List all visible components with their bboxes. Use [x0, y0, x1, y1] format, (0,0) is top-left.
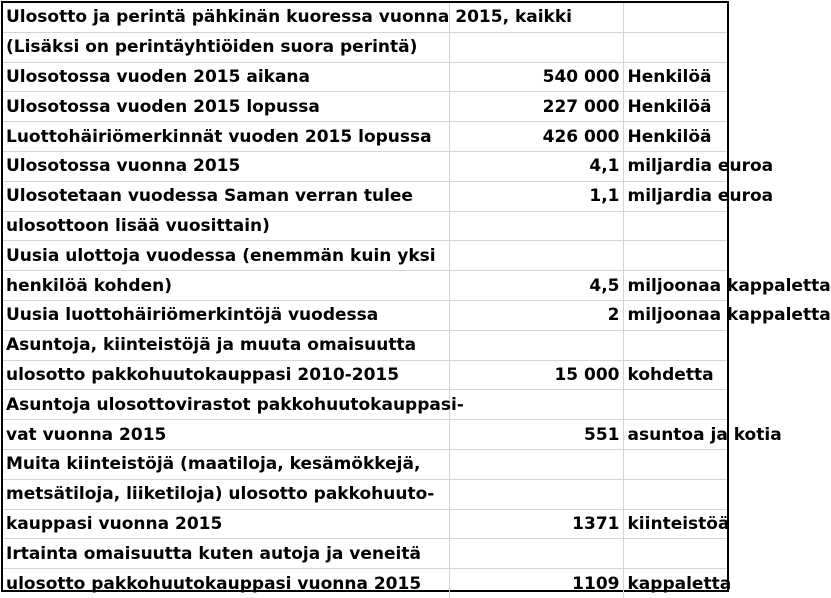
unit-cell[interactable] [623, 479, 727, 509]
table-row [3, 360, 727, 390]
unit-cell[interactable] [623, 181, 774, 211]
unit-cell[interactable] [623, 330, 727, 360]
description-cell[interactable] [3, 62, 449, 92]
unit-cell[interactable] [623, 390, 727, 420]
unit-text: miljardia euroa [627, 186, 774, 207]
description-cell[interactable] [3, 92, 449, 122]
value-cell[interactable] [449, 241, 623, 271]
description-text: Ulosotetaan vuodessa Saman verran tulee [6, 186, 413, 207]
unit-cell[interactable] [623, 539, 727, 569]
value-cell[interactable] [449, 32, 623, 62]
table-row [3, 181, 727, 211]
value-cell[interactable] [449, 479, 623, 509]
description-cell[interactable] [3, 539, 449, 569]
table-row [3, 151, 727, 181]
unit-text: miljoonaa kappaletta [627, 305, 831, 326]
unit-text: kappaletta [627, 573, 732, 594]
description-cell[interactable] [3, 32, 449, 62]
description-text: (Lisäksi on perintäyhtiöiden suora perintä) [6, 37, 418, 58]
unit-cell[interactable] [623, 3, 727, 32]
description-text: Uusia ulottoja vuodessa (enemmän kuin yksi [6, 245, 436, 266]
description-cell[interactable] [3, 211, 449, 241]
table-row [3, 271, 727, 301]
table-row [3, 241, 727, 271]
table-row [3, 92, 727, 122]
unit-text: Henkilöä [627, 96, 712, 117]
value-cell[interactable] [449, 62, 623, 92]
value-cell[interactable] [449, 539, 623, 569]
description-cell[interactable] [3, 271, 449, 301]
table-row [3, 569, 727, 598]
description-text: ulosotto pakkohuutokauppasi vuonna 2015 [6, 573, 422, 594]
value-cell[interactable] [449, 449, 623, 479]
unit-cell[interactable] [623, 62, 727, 92]
value-cell[interactable] [449, 181, 623, 211]
unit-text: miljardia euroa [627, 156, 774, 177]
unit-text: Henkilöä [627, 126, 712, 147]
unit-cell[interactable] [623, 92, 727, 122]
table-row [3, 330, 727, 360]
description-text: Ulosotossa vuoden 2015 aikana [6, 66, 311, 87]
table-row [3, 32, 727, 62]
description-cell[interactable] [3, 241, 449, 271]
table-row [3, 211, 727, 241]
value-cell[interactable] [449, 569, 623, 598]
table-row [3, 62, 727, 92]
description-text: henkilöä kohden) [6, 275, 172, 296]
unit-text: miljoonaa kappaletta [627, 275, 831, 296]
value-text: 15 000 [554, 364, 620, 385]
value-cell[interactable] [449, 211, 623, 241]
description-text: Ulosotossa vuonna 2015 [6, 156, 241, 177]
debt-collection-table [3, 3, 831, 598]
unit-cell[interactable] [623, 271, 831, 301]
table-row [3, 509, 727, 539]
description-text: metsätiloja, liiketiloja) ulosotto pakkohuuto- [6, 484, 435, 505]
description-text: kauppasi vuonna 2015 [6, 513, 223, 534]
unit-text: kohdetta [627, 364, 714, 385]
table-row [3, 539, 727, 569]
description-cell[interactable] [3, 330, 449, 360]
description-text: Ulosotto ja perintä pähkinän kuoressa vuonna 2015, kaikki [6, 7, 572, 28]
value-text: 2 [607, 305, 620, 326]
table-row [3, 122, 727, 152]
table-row [3, 300, 727, 330]
table-row [3, 390, 727, 420]
description-text: Uusia luottohäiriömerkintöjä vuodessa [6, 305, 379, 326]
value-text: 227 000 [542, 96, 620, 117]
value-cell[interactable] [449, 360, 623, 390]
unit-cell[interactable] [623, 569, 732, 598]
table-row [3, 420, 727, 450]
value-cell[interactable] [449, 300, 623, 330]
unit-text: kiinteistöä [627, 513, 730, 534]
value-cell[interactable] [449, 390, 623, 420]
unit-cell[interactable] [623, 122, 727, 152]
unit-text: asuntoa ja kotia [627, 424, 782, 445]
value-text: 4,5 [589, 275, 620, 296]
description-cell[interactable] [3, 569, 449, 598]
unit-cell[interactable] [623, 241, 727, 271]
unit-cell[interactable] [623, 300, 831, 330]
unit-cell[interactable] [623, 151, 774, 181]
value-cell[interactable] [449, 420, 623, 450]
value-cell[interactable] [449, 92, 623, 122]
table-row [3, 449, 727, 479]
value-text: 426 000 [542, 126, 620, 147]
description-cell[interactable] [3, 122, 449, 152]
value-text: 551 [584, 424, 620, 445]
value-text: 1371 [572, 513, 620, 534]
description-text: Muita kiinteistöjä (maatiloja, kesämökkejä, [6, 454, 421, 475]
unit-cell[interactable] [623, 360, 727, 390]
value-cell[interactable] [449, 509, 623, 539]
description-text: vat vuonna 2015 [6, 424, 167, 445]
description-text: Luottohäiriömerkinnät vuoden 2015 lopussa [6, 126, 432, 147]
description-text: Irtainta omaisuutta kuten autoja ja veneitä [6, 543, 421, 564]
unit-cell[interactable] [623, 211, 727, 241]
value-text: 1,1 [589, 186, 620, 207]
table-row [3, 479, 727, 509]
table-body [3, 3, 831, 598]
value-text: 540 000 [542, 66, 620, 87]
unit-text: Henkilöä [627, 66, 712, 87]
unit-cell[interactable] [623, 449, 727, 479]
description-cell[interactable] [3, 151, 449, 181]
value-cell[interactable] [449, 122, 623, 152]
table-row [3, 3, 727, 32]
description-cell[interactable] [3, 449, 449, 479]
description-text: ulosotto pakkohuutokauppasi 2010-2015 [6, 364, 400, 385]
unit-cell[interactable] [623, 32, 727, 62]
description-cell[interactable] [3, 420, 449, 450]
description-cell[interactable] [3, 479, 449, 509]
description-text: ulosottoon lisää vuosittain) [6, 215, 270, 236]
unit-cell[interactable] [623, 420, 782, 450]
spreadsheet [1, 1, 831, 594]
value-text: 4,1 [589, 156, 620, 177]
value-text: 1109 [572, 573, 620, 594]
description-text: Asuntoja ulosottovirastot pakkohuutokauppasi- [6, 394, 464, 415]
value-cell[interactable] [449, 271, 623, 301]
description-cell[interactable] [3, 390, 464, 420]
description-text: Ulosotossa vuoden 2015 lopussa [6, 96, 320, 117]
description-text: Asuntoja, kiinteistöjä ja muuta omaisuutta [6, 335, 417, 356]
description-cell[interactable] [3, 3, 572, 32]
unit-cell[interactable] [623, 509, 730, 539]
description-cell[interactable] [3, 181, 449, 211]
value-cell[interactable] [449, 330, 623, 360]
description-cell[interactable] [3, 360, 449, 390]
value-cell[interactable] [449, 151, 623, 181]
description-cell[interactable] [3, 300, 449, 330]
description-cell[interactable] [3, 509, 449, 539]
